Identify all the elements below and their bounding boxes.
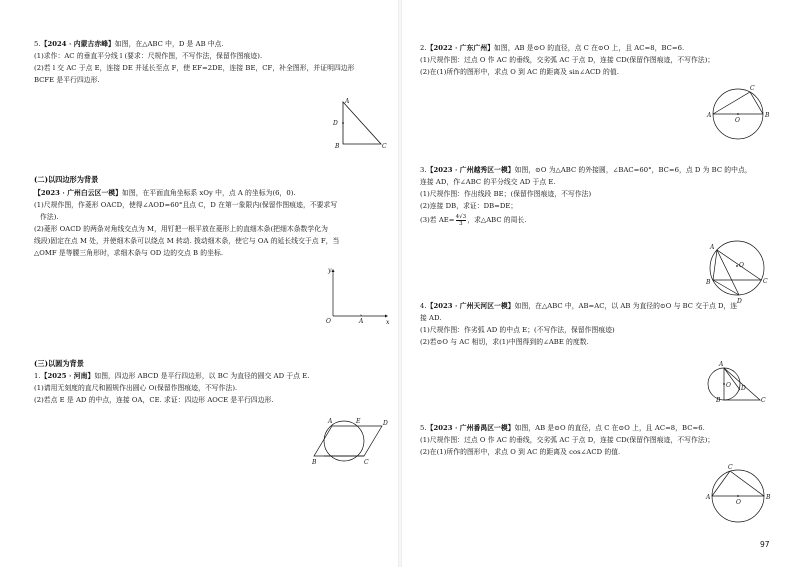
problem-stem-cont: 连接 AD，作∠ABC 的平分线交 AD 于点 E. <box>420 178 556 186</box>
label-O: O <box>326 318 331 325</box>
problem-source: 【2024 · 内蒙古赤峰】 <box>40 40 115 48</box>
problem-source: 【2023 · 广州番禺区一模】 <box>426 424 515 432</box>
label-O: O <box>739 262 744 269</box>
problem-right-3 <box>420 164 776 228</box>
page-number: 97 <box>760 540 770 549</box>
label-A: A <box>707 112 712 119</box>
sub-question-2-cont: BCFE 是平行四边形. <box>34 76 100 84</box>
section-quadrilateral <box>34 174 384 186</box>
problem-source: 【2023 · 广州越秀区一模】 <box>426 166 515 174</box>
circle-figure-4 <box>702 466 774 526</box>
coordinate-figure <box>319 266 391 328</box>
label-A: A <box>706 494 711 501</box>
sub-question-1: (1)求作：AC 的垂直平分线 l (要求：尺规作图，不写作法，保留作图痕迹). <box>34 52 263 60</box>
sub-question-2: (2)若点 E 是 AD 的中点，连接 OA，CE. 求证：四边形 AOCE 是平行四边形. <box>34 396 274 404</box>
label-C: C <box>750 85 755 92</box>
problem-stem: 如图，四边形 ABCD 是平行四边形，以 BC 为直径的圆交 AD 于点 E. <box>94 372 310 380</box>
sub-question-1: (1)尺规作图，作菱形 OACD，使得∠AOD=60°且点 C，D 在第一象限内(保留作图痕迹，不要求写 <box>34 201 338 209</box>
label-C: C <box>364 459 369 466</box>
problem-source: 【2025 · 河南】 <box>40 372 95 380</box>
section-circle <box>34 358 384 370</box>
sub-question-1-cont: 作法). <box>40 213 59 221</box>
label-B: B <box>335 143 340 150</box>
sub-question-1: (1)尺规作图：作出线段 BE；(保留作图痕迹，不写作法) <box>420 190 592 198</box>
problem-number: 3. <box>420 166 427 174</box>
problem-stem: 如图，AB 是⊙O 的直径，点 C 在⊙O 上，且 AC=8，BC=6. <box>514 424 705 432</box>
sub-question-1: (1)尺规作图：过点 O 作 AC 的垂线，交劣弧 AC 于点 D，连接 CD(保留作图痕迹，不写作法)； <box>420 56 715 64</box>
label-C: C <box>382 143 387 150</box>
fraction: $\frac{4√3}{3}$ <box>455 213 467 227</box>
sub-question-3: (3)若 AE= $\frac{4√3}{3}$ ，求△ABC 的周长. <box>420 213 527 227</box>
problem-source: 【2023 · 广州天河区一模】 <box>426 302 515 310</box>
sub-question-2-cont-2: △OMF 是等腰三角形时，求细木条与 OD 边的交点 B 的坐标. <box>34 249 224 257</box>
triangle-figure <box>329 98 389 154</box>
sub-question-2: (2)若 l 交 AC 于点 E，连接 DE 并延长至点 F，使 EF=2DE，连接 BE，CF，补全图形，并证明四边形 <box>34 64 355 72</box>
label-B: B <box>765 112 770 119</box>
label-D: D <box>383 420 388 427</box>
sub-question-2: (2)在(1)所作的图形中，求点 O 到 AC 的距离及 sin∠ACD 的值. <box>420 68 619 76</box>
section-title: (三)以圆为背景 <box>34 359 84 368</box>
label-y: y <box>328 267 332 274</box>
label-A: A <box>328 418 333 425</box>
parallelogram-circle-figure <box>312 408 388 470</box>
label-O: O <box>726 382 731 389</box>
problem-source: 【2023 · 广州白云区一模】 <box>34 189 122 197</box>
sub-question-1: (1)尺规作图：过点 O 作 AC 的垂线，交劣弧 AC 于点 D，连接 CD(保留作图痕迹，不写作法)； <box>420 436 715 444</box>
label-D: D <box>741 385 746 392</box>
problem-left-1 <box>34 370 384 406</box>
sub-question-2: (2)连接 DB，求证：DB=DE； <box>420 202 518 210</box>
section-title: (二)以四边形为背景 <box>34 175 99 184</box>
problem-number: 5. <box>34 40 41 48</box>
label-B: B <box>766 494 771 501</box>
label-D: D <box>333 120 338 127</box>
problem-source: 【2022 · 广东广州】 <box>426 44 495 52</box>
sub-question-2: (2)在(1)所作的图形中，求点 O 到 AC 的距离及 cos∠ACD 的值. <box>420 448 621 456</box>
label-E: E <box>356 418 361 425</box>
problem-number: 1. <box>34 372 41 380</box>
label-O: O <box>736 499 741 506</box>
problem-stem: 如图，在平面直角坐标系 xOy 中，点 A 的坐标为(6，0). <box>122 189 296 197</box>
problem-number: 2. <box>420 44 427 52</box>
label-A: A <box>710 244 715 251</box>
sub-question-1: (1)请用无刻度的直尺和圆规作出圆心 O(保留作图痕迹，不写作法). <box>34 384 238 392</box>
sub-question-1: (1)尺规作图：作劣弧 AD 的中点 E；(不写作法，保留作图痕迹) <box>420 326 615 334</box>
label-A: A <box>345 98 350 105</box>
label-A: A <box>359 318 364 325</box>
problem-left-baiyun <box>34 187 384 259</box>
problem-stem-cont: 接 AD. <box>420 314 442 322</box>
sub-question-2: (2)若⊙O 与 AC 相切，求(1)中图得到的∠ABE 的度数. <box>420 338 589 346</box>
sub-question-2: (2)菱形 OACD 的两条对角线交点为 M，用钉把一根平放在菱形上的直细木条(把细木条数学化为 <box>34 225 328 233</box>
label-B: B <box>706 279 711 286</box>
problem-right-5 <box>420 422 776 458</box>
label-C: C <box>763 278 768 285</box>
label-C: C <box>761 397 766 404</box>
problem-left-5 <box>34 38 384 86</box>
page-fold <box>398 0 402 567</box>
circle-figure-3 <box>702 360 770 402</box>
sub-question-2-cont: 线段)固定在点 M 处，并使细木条可以绕点 M 转动. 拨动细木条，使它与 OA 的延长线交于点 F，当 <box>34 237 340 245</box>
label-C: C <box>728 464 733 471</box>
label-O: O <box>735 117 740 124</box>
problem-right-4 <box>420 300 776 348</box>
label-D: D <box>737 298 742 305</box>
label-B: B <box>716 397 721 404</box>
problem-number: 4. <box>420 302 427 310</box>
label-A: A <box>719 361 724 368</box>
problem-right-2 <box>420 42 776 78</box>
problem-stem: 如图，AB 是⊙O 的直径，点 C 在⊙O 上，且 AC=8，BC=6. <box>494 44 685 52</box>
circle-figure-2 <box>704 234 770 308</box>
label-x: x <box>386 319 390 326</box>
problem-number: 5. <box>420 424 427 432</box>
label-B: B <box>312 459 317 466</box>
circle-figure-1 <box>702 86 774 142</box>
problem-stem: 如图，⊙O 为△ABC 的外接圆，∠BAC=60°，BC=6，点 D 为 BC 的中点， <box>514 166 752 174</box>
problem-stem: 如图，在△ABC 中，D 是 AB 中点. <box>114 40 224 48</box>
problem-stem: 如图，在△ABC 中，AB=AC，以 AB 为直径的⊙O 与 BC 交于点 D，连 <box>514 302 738 310</box>
